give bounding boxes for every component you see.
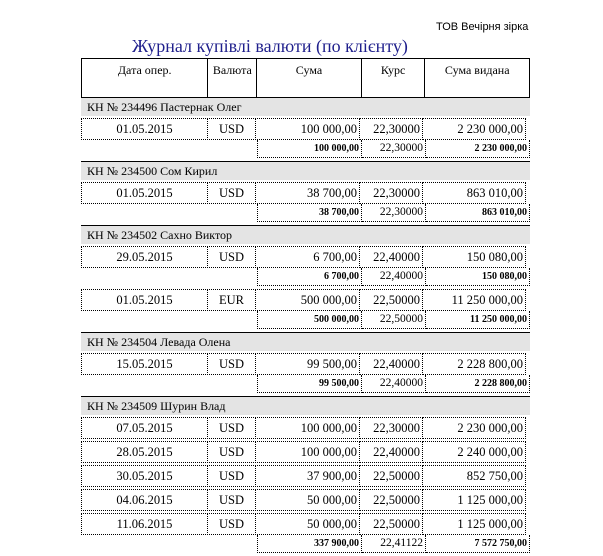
subtotal-row (81, 311, 530, 329)
client-group-header: КН № 234504 Левада Олена (81, 332, 530, 351)
cell-currency: USD (207, 118, 256, 140)
table-header (81, 58, 530, 97)
subtotal-spacer (81, 535, 257, 553)
table-row (81, 417, 530, 439)
subtotal-spacer (81, 268, 257, 286)
subtotal-spacer (81, 311, 257, 329)
client-group-header: КН № 234500 Сом Кирил (81, 161, 530, 180)
cell-currency: USD (207, 417, 256, 439)
cell-date: 11.06.2015 (81, 513, 208, 535)
cell-date: 01.05.2015 (81, 289, 208, 311)
subtotal-row (81, 375, 530, 393)
column-header-paid: Сума видана (444, 63, 510, 77)
subtotal-rate: 22,40000 (362, 268, 426, 286)
table-row (81, 289, 530, 311)
cell-date: 29.05.2015 (81, 246, 208, 268)
client-group-header: КН № 234502 Сахно Виктор (81, 225, 530, 244)
cell-currency: USD (207, 489, 256, 511)
company-name: ТОВ Вечірня зірка (436, 21, 529, 33)
subtotal-amount: 500 000,00 (257, 311, 362, 329)
column-header-currency: Валюта (208, 59, 257, 97)
cell-currency: USD (207, 182, 256, 204)
cell-paid: 11 250 000,00 (422, 289, 526, 311)
subtotal-paid: 2 230 000,00 (426, 140, 530, 158)
cell-rate: 22,40000 (359, 441, 423, 463)
table-row (81, 353, 530, 375)
column-header-amount: Сума (257, 59, 362, 97)
cell-date: 04.06.2015 (81, 489, 208, 511)
cell-currency: USD (207, 441, 256, 463)
cell-rate: 22,50000 (359, 465, 423, 487)
cell-rate: 22,50000 (359, 289, 423, 311)
cell-amount: 100 000,00 (255, 417, 360, 439)
cell-amount: 50 000,00 (255, 489, 360, 511)
cell-amount: 50 000,00 (255, 513, 360, 535)
cell-rate: 22,30000 (359, 182, 423, 204)
subtotal-rate: 22,50000 (362, 311, 426, 329)
subtotal-paid: 2 228 800,00 (426, 375, 530, 393)
cell-rate: 22,50000 (359, 513, 423, 535)
column-header-rate: Курс (362, 59, 426, 97)
table-row (81, 118, 530, 140)
subtotal-row (81, 204, 530, 222)
subtotal-rate: 22,30000 (362, 140, 426, 158)
report-title: Журнал купівлі валюти (по клієнту) (132, 36, 408, 56)
subtotal-amount: 99 500,00 (257, 375, 362, 393)
subtotal-rate: 22,30000 (362, 204, 426, 222)
cell-amount: 500 000,00 (255, 289, 360, 311)
table-row (81, 513, 530, 535)
cell-currency: USD (207, 513, 256, 535)
cell-paid: 1 125 000,00 (422, 489, 526, 511)
subtotal-row (81, 535, 530, 553)
subtotal-spacer (81, 140, 257, 158)
subtotal-paid: 7 572 750,00 (426, 535, 530, 553)
report-table (81, 58, 530, 556)
subtotal-spacer (81, 375, 257, 393)
cell-date: 01.05.2015 (81, 118, 208, 140)
cell-paid: 1 125 000,00 (422, 513, 526, 535)
cell-rate: 22,30000 (359, 417, 423, 439)
cell-currency: USD (207, 353, 256, 375)
table-body (81, 97, 530, 553)
table-row (81, 441, 530, 463)
cell-currency: EUR (207, 289, 256, 311)
cell-date: 30.05.2015 (81, 465, 208, 487)
subtotal-amount: 38 700,00 (257, 204, 362, 222)
subtotal-spacer (81, 204, 257, 222)
cell-amount: 99 500,00 (255, 353, 360, 375)
cell-currency: USD (207, 246, 256, 268)
cell-amount: 38 700,00 (255, 182, 360, 204)
subtotal-row (81, 140, 530, 158)
cell-date: 07.05.2015 (81, 417, 208, 439)
cell-date: 28.05.2015 (81, 441, 208, 463)
cell-rate: 22,30000 (359, 118, 423, 140)
table-row (81, 465, 530, 487)
subtotal-amount: 6 700,00 (257, 268, 362, 286)
table-row (81, 246, 530, 268)
table-row (81, 489, 530, 511)
subtotal-paid: 11 250 000,00 (426, 311, 530, 329)
cell-paid: 2 230 000,00 (422, 118, 526, 140)
cell-paid: 2 240 000,00 (422, 441, 526, 463)
cell-paid: 863 010,00 (422, 182, 526, 204)
table-row (81, 182, 530, 204)
cell-amount: 100 000,00 (255, 118, 360, 140)
cell-paid: 150 080,00 (422, 246, 526, 268)
cell-amount: 37 900,00 (255, 465, 360, 487)
subtotal-rate: 22,41122 (362, 535, 426, 553)
cell-paid: 852 750,00 (422, 465, 526, 487)
cell-paid: 2 230 000,00 (422, 417, 526, 439)
cell-rate: 22,50000 (359, 489, 423, 511)
subtotal-rate: 22,40000 (362, 375, 426, 393)
cell-rate: 22,40000 (359, 246, 423, 268)
subtotal-row (81, 268, 530, 286)
cell-date: 15.05.2015 (81, 353, 208, 375)
subtotal-paid: 863 010,00 (426, 204, 530, 222)
column-header-date: Дата опер. (82, 59, 208, 97)
cell-currency: USD (207, 465, 256, 487)
client-group-header: КН № 234496 Пастернак Олег (81, 97, 530, 116)
subtotal-amount: 100 000,00 (257, 140, 362, 158)
cell-date: 01.05.2015 (81, 182, 208, 204)
cell-amount: 100 000,00 (255, 441, 360, 463)
client-group-header: КН № 234509 Шурин Влад (81, 396, 530, 415)
cell-rate: 22,40000 (359, 353, 423, 375)
subtotal-amount: 337 900,00 (257, 535, 362, 553)
subtotal-paid: 150 080,00 (426, 268, 530, 286)
cell-amount: 6 700,00 (255, 246, 360, 268)
cell-paid: 2 228 800,00 (422, 353, 526, 375)
